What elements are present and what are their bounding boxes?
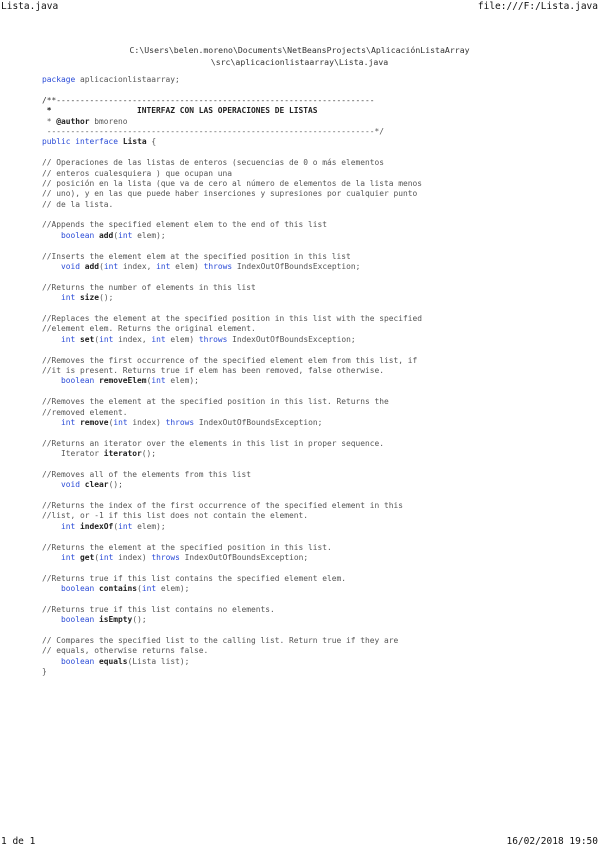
code-token: boolean: [61, 230, 95, 240]
code-token: [42, 376, 61, 385]
code-line: [42, 646, 422, 656]
code-line: [42, 459, 422, 469]
code-token: /**-------------------------------------------------------------------: [42, 95, 375, 105]
code-token: void: [61, 262, 81, 272]
code-line: [42, 241, 422, 251]
code-line: [42, 626, 422, 636]
code-token: [42, 657, 61, 666]
code-token: (: [113, 230, 119, 240]
code-token: // posición en la lista (que va de cero al número de elementos de la lista menos: [42, 178, 423, 188]
code-token: Lista: [122, 137, 147, 147]
code-line: [42, 96, 422, 106]
code-token: [42, 418, 61, 427]
code-token: throws: [165, 417, 195, 427]
code-token: //Removes all of the elements from this list: [42, 469, 252, 479]
code-token: int: [61, 334, 76, 344]
code-token: [42, 615, 61, 624]
code-token: throws: [198, 334, 228, 344]
code-token: void: [61, 480, 81, 490]
code-token: [42, 480, 61, 489]
code-line: [42, 480, 422, 490]
code-line: [42, 252, 422, 262]
code-token: int: [151, 334, 166, 344]
code-token: ---------------------------------------------------------------------*/: [42, 126, 385, 136]
code-line: [42, 491, 422, 501]
code-token: (: [137, 584, 142, 594]
code-line: [42, 511, 422, 521]
code-token: //Returns an iterator over the elements in this list in proper sequence.: [42, 438, 385, 448]
print-datetime: 16/02/2018 19:50: [506, 836, 598, 847]
code-line: [42, 501, 422, 511]
code-token: (Lista list);: [127, 656, 190, 666]
code-token: //Removes the element at the specified position in this list. Returns the: [42, 397, 389, 407]
code-token: //Returns the number of elements in this list: [42, 282, 256, 292]
code-token: elem);: [165, 376, 199, 386]
code-line: [42, 169, 422, 179]
code-token: index): [113, 552, 152, 562]
code-token: ();: [108, 480, 123, 490]
code-line: [42, 522, 422, 532]
code-token: [42, 522, 61, 531]
code-line: [42, 439, 422, 449]
code-token: @author: [56, 116, 90, 126]
code-line: [42, 200, 422, 210]
code-line: [42, 397, 422, 407]
code-token: size: [80, 293, 100, 303]
code-token: IndexOutOfBoundsException;: [232, 262, 361, 272]
code-token: isEmpty: [99, 615, 133, 625]
code-token: package: [42, 75, 76, 84]
code-token: //Removes the first occurrence of the specified element elem from this list, if: [42, 355, 418, 365]
code-token: //Returns true if this list contains no elements.: [42, 604, 275, 614]
code-line: [42, 117, 422, 127]
code-token: get: [80, 552, 95, 562]
code-token: (: [94, 552, 100, 562]
code-token: // enteros cualesquiera ) que ocupan una: [42, 168, 233, 178]
code-token: [42, 262, 61, 271]
code-line: [42, 356, 422, 366]
code-line: [42, 605, 422, 615]
code-token: add: [99, 230, 114, 240]
code-token: add: [84, 262, 100, 272]
code-token: [42, 553, 61, 562]
code-token: int: [141, 584, 157, 594]
code-line: [42, 615, 422, 625]
code-line: [42, 304, 422, 314]
code-token: int: [118, 230, 133, 240]
code-line: [42, 231, 422, 241]
code-token: //Appends the specified element elem to the end of this list: [42, 220, 328, 230]
code-line: [42, 345, 422, 355]
code-token: int: [99, 334, 114, 344]
code-line: [42, 584, 422, 594]
code-token: bmoreno: [89, 116, 128, 126]
code-token: elem);: [132, 230, 166, 240]
code-line: [42, 449, 422, 459]
code-line: [42, 85, 422, 95]
code-token: (: [113, 521, 119, 531]
code-line: [42, 470, 422, 480]
code-line: [42, 574, 422, 584]
code-line: [42, 220, 422, 230]
code-token: *: [42, 116, 57, 126]
code-token: int: [118, 521, 133, 531]
code-token: interface: [75, 137, 119, 147]
code-line: [42, 127, 422, 137]
code-line: [42, 283, 422, 293]
page-number: 1 de 1: [1, 836, 36, 847]
code-token: int: [113, 417, 128, 427]
code-token: ();: [99, 293, 114, 303]
code-line: [42, 158, 422, 168]
code-token: [42, 335, 61, 344]
code-token: }: [42, 667, 47, 677]
code-token: IndexOutOfBoundsException;: [227, 334, 356, 344]
code-line: [42, 376, 422, 386]
code-token: int: [61, 293, 76, 303]
code-token: aplicacionlistaarray;: [75, 75, 180, 84]
page-header-url: file:///F:/Lista.java: [477, 1, 598, 12]
code-token: ();: [132, 615, 147, 625]
code-token: int: [103, 262, 119, 272]
code-token: (: [146, 376, 152, 386]
code-token: //element elem. Returns the original element.: [42, 324, 256, 334]
code-token: int: [151, 376, 166, 386]
code-token: boolean: [61, 656, 95, 666]
code-token: set: [80, 334, 95, 344]
code-line: [42, 418, 422, 428]
file-path-line-1: C:\Users\belen.moreno\Documents\NetBeansProjects\AplicaciónListaArray: [129, 45, 470, 55]
code-token: elem): [165, 334, 199, 344]
code-line: [42, 595, 422, 605]
code-token: remove: [80, 417, 109, 427]
code-line: [42, 553, 422, 563]
code-token: {: [146, 137, 157, 147]
code-line: [42, 179, 422, 189]
code-line: [42, 667, 422, 677]
code-token: IndexOutOfBoundsException;: [194, 417, 323, 427]
code-token: //it is present. Returns true if elem has been removed, false otherwise.: [42, 365, 385, 375]
code-line: [42, 106, 422, 116]
code-token: (: [99, 262, 104, 272]
code-token: public: [42, 137, 71, 147]
code-line: [42, 314, 422, 324]
code-token: //removed element.: [42, 407, 128, 417]
code-line: [42, 272, 422, 282]
code-line: [42, 387, 422, 397]
code-token: indexOf: [80, 521, 114, 531]
code-token: int: [61, 552, 76, 562]
code-token: iterator: [103, 449, 142, 459]
code-line: [42, 543, 422, 553]
code-token: // uno), y en las que puede haber inserciones y supresiones por cualquier punto: [42, 189, 418, 199]
code-token: int: [99, 552, 114, 562]
code-token: ();: [141, 449, 157, 459]
page-header-title: Lista.java: [1, 1, 59, 12]
code-line: [42, 75, 422, 85]
code-token: index,: [118, 262, 157, 272]
code-token: //Returns the index of the first occurrence of the specified element in this: [42, 501, 404, 511]
code-token: [42, 584, 61, 593]
code-token: [42, 231, 61, 240]
file-path: [0, 44, 599, 68]
code-line: [42, 324, 422, 334]
code-line: [42, 335, 422, 345]
code-token: //Inserts the element elem at the specified position in this list: [42, 251, 351, 261]
file-path-line-2: \src\aplicacionlistaarray\Lista.java: [210, 57, 389, 67]
code-token: index): [127, 417, 166, 427]
code-line: [42, 408, 422, 418]
code-line: [42, 532, 422, 542]
code-token: elem);: [156, 584, 190, 594]
code-line: [42, 657, 422, 667]
code-token: // Operaciones de las listas de enteros (secuencias de 0 o más elementos: [42, 158, 385, 168]
code-token: // de la lista.: [42, 199, 114, 209]
code-token: // equals, otherwise returns false.: [42, 646, 209, 656]
code-token: removeElem: [99, 376, 147, 386]
code-line: [42, 262, 422, 272]
code-token: int: [61, 521, 76, 531]
code-line: [42, 563, 422, 573]
code-token: //Replaces the element at the specified position in this list with the specified: [42, 313, 423, 323]
code-token: contains: [99, 584, 138, 594]
code-token: elem): [170, 262, 204, 272]
code-token: elem);: [132, 521, 166, 531]
code-token: throws: [151, 552, 180, 562]
code-token: //list, or -1 if this list does not contain the element.: [42, 511, 309, 521]
code-token: //Returns the element at the specified position in this list.: [42, 542, 332, 552]
code-line: [42, 137, 422, 147]
code-line: [42, 189, 422, 199]
code-line: [42, 636, 422, 646]
code-line: [42, 428, 422, 438]
code-token: IndexOutOfBoundsException;: [179, 552, 309, 562]
code-token: boolean: [61, 615, 95, 625]
code-line: [42, 366, 422, 376]
code-token: * INTERFAZ CON LAS OPERACIONES DE LISTAS: [42, 106, 318, 116]
code-line: [42, 148, 422, 158]
code-token: boolean: [61, 584, 95, 594]
code-token: Iterator: [42, 449, 104, 459]
code-token: int: [156, 262, 171, 272]
code-line: [42, 210, 422, 220]
code-token: [42, 293, 61, 302]
code-line: [42, 293, 422, 303]
code-token: // Compares the specified list to the calling list. Return true if they are: [42, 636, 399, 646]
code-token: equals: [99, 656, 128, 666]
code-token: clear: [84, 480, 109, 490]
code-token: (: [94, 334, 100, 344]
code-token: index,: [113, 334, 152, 344]
code-token: throws: [203, 262, 233, 272]
code-token: boolean: [61, 376, 95, 386]
code-token: (: [108, 417, 114, 427]
source-code: [42, 75, 422, 678]
code-token: //Returns true if this list contains the specified element elem.: [42, 573, 347, 583]
code-token: int: [61, 417, 76, 427]
